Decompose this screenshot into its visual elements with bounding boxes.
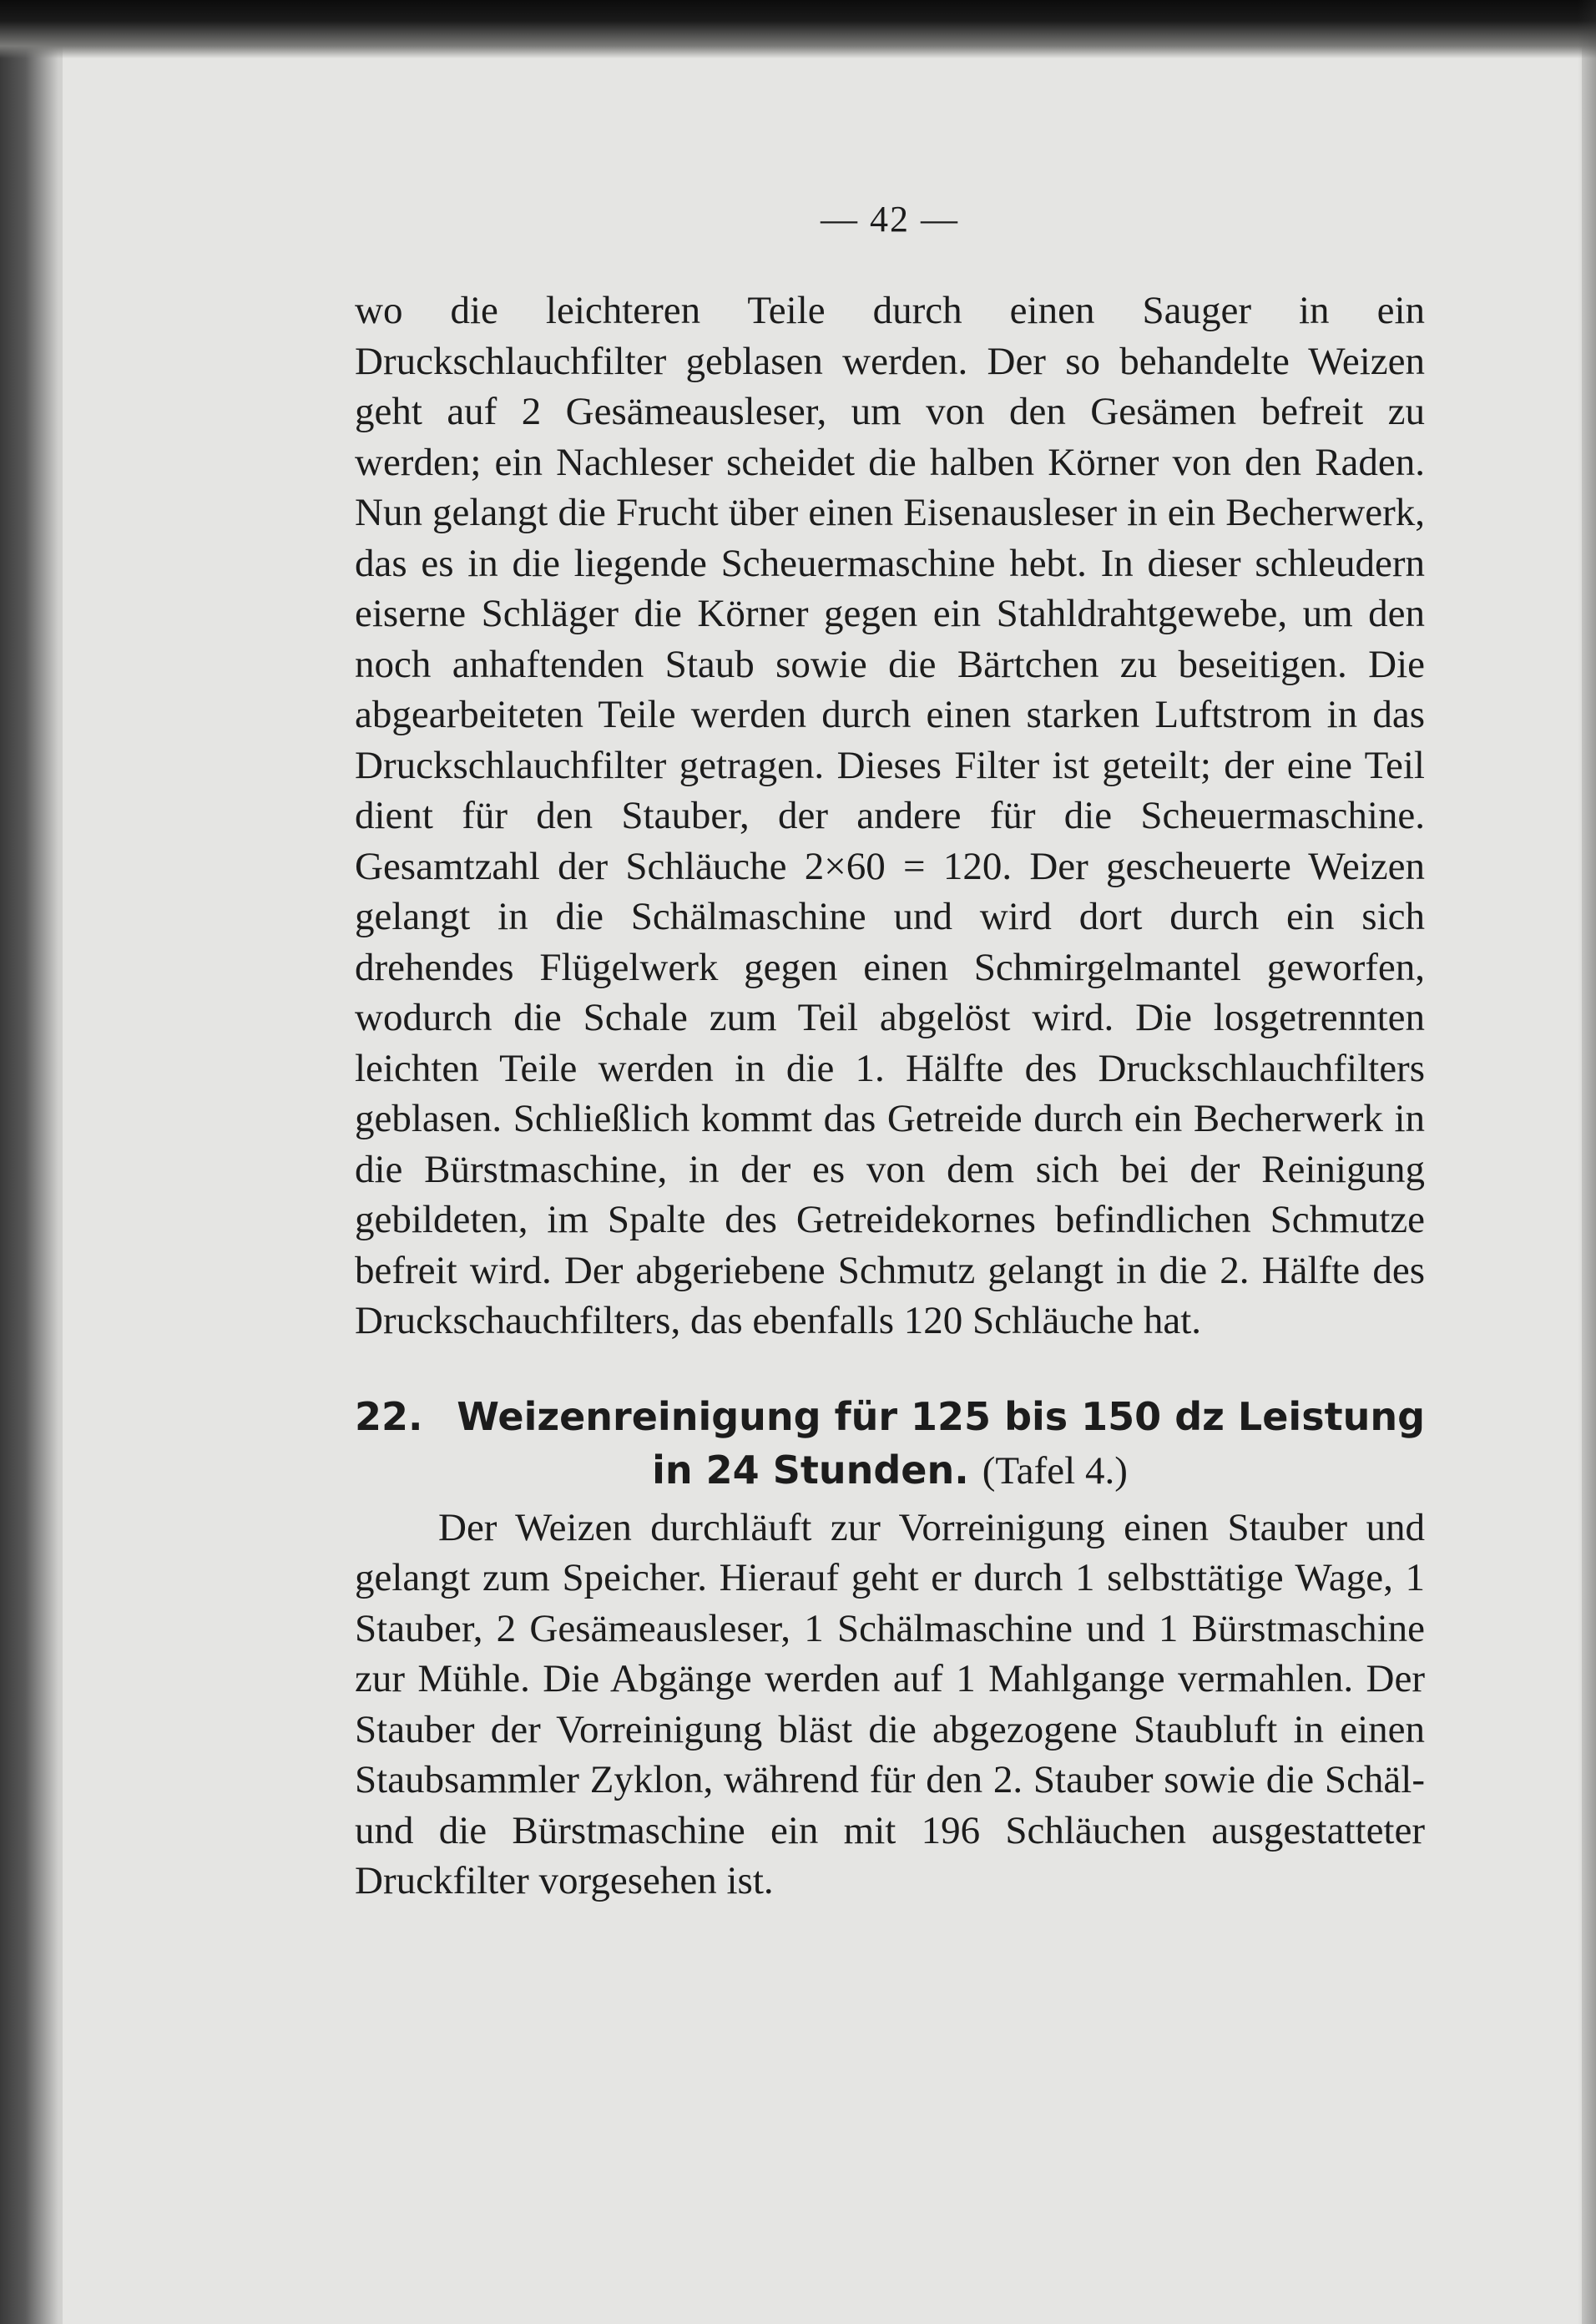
section-heading [355,1390,1425,1498]
scan-right-edge [1578,0,1596,2324]
section-title-line-1: Weizenreinigung für 125 bis 150 dz Leistung [457,1393,1425,1439]
section-number: 22. [355,1393,423,1439]
plate-reference: (Tafel 4.) [982,1448,1128,1493]
section-heading-line-1 [355,1390,1425,1443]
paragraph-2: Der Weizen durchläuft zur Vorreinigung einen Stauber und gelangt zum Speicher. Hierauf geht er durch 1 selbsttätige Wage, 1 Stauber, 2 Gesämeausleser, 1 Schälmaschine und 1 Bürstmaschine zur Mühle. Die Abgänge werden auf 1 Mahlgange vermahlen. Der Stauber der Vorreinigung bläst die abgezogene Staubluft in einen Staubsammler Zyklon, während für den 2. Stauber sowie die Schäl- und die Bürstmaschine ein mit 196 Schläuchen ausgestatteter Druckfilter vorgesehen ist. [355,1505,1425,1902]
scan-top-shadow [0,0,1596,58]
page-number: — 42 — [821,199,959,240]
paragraph-1: wo die leichteren Teile durch einen Sauger in ein Druckschlauchfilter geblasen werden. Der so behandelte Weizen geht auf 2 Gesämeausleser, um von den Gesämen befreit zu werden; ein Nachleser scheidet die halben Körner von den Raden. Nun gelangt die Frucht über einen Eisenausleser in ein Becherwerk, das es in die liegende Scheuermaschine hebt. In dieser schleudern eiserne Schläger die Körner gegen ein Stahldrahtgewebe, um den noch anhaftenden Staub sowie die Bärtchen zu beseitigen. Die abgearbeiteten Teile werden durch einen starken Luftstrom in das Druckschlauchfilter getragen. Dieses Filter ist geteilt; der eine Teil dient für den Stauber, der andere für die Scheuermaschine. Gesamtzahl der Schläuche 2×60 = 120. Der gescheuerte Weizen gelangt in die Schälmaschine und wird dort durch ein sich drehendes Flügelwerk gegen einen Schmirgelmantel geworfen, wodurch die Schale zum Teil abgelöst wird. Die losgetrennten leichten Teile werden in die 1. Hälfte des Druckschlauchfilters geblasen. Schließlich kommt das Getreide durch ein Becherwerk in die Bürstmaschine, in der es von dem sich bei der Reinigung gebildeten, im Spalte des Getreidekornes befindlichen Schmutze befreit wird. Der abgeriebene Schmutz gelangt in die 2. Hälfte des Druckschauchfilters, das ebenfalls 120 Schläuche hat. [355,289,1425,1342]
page-text-block [355,190,1425,1907]
section-title-line-2: in 24 Stunden. [652,1447,969,1493]
section-heading-line-2 [355,1443,1425,1498]
